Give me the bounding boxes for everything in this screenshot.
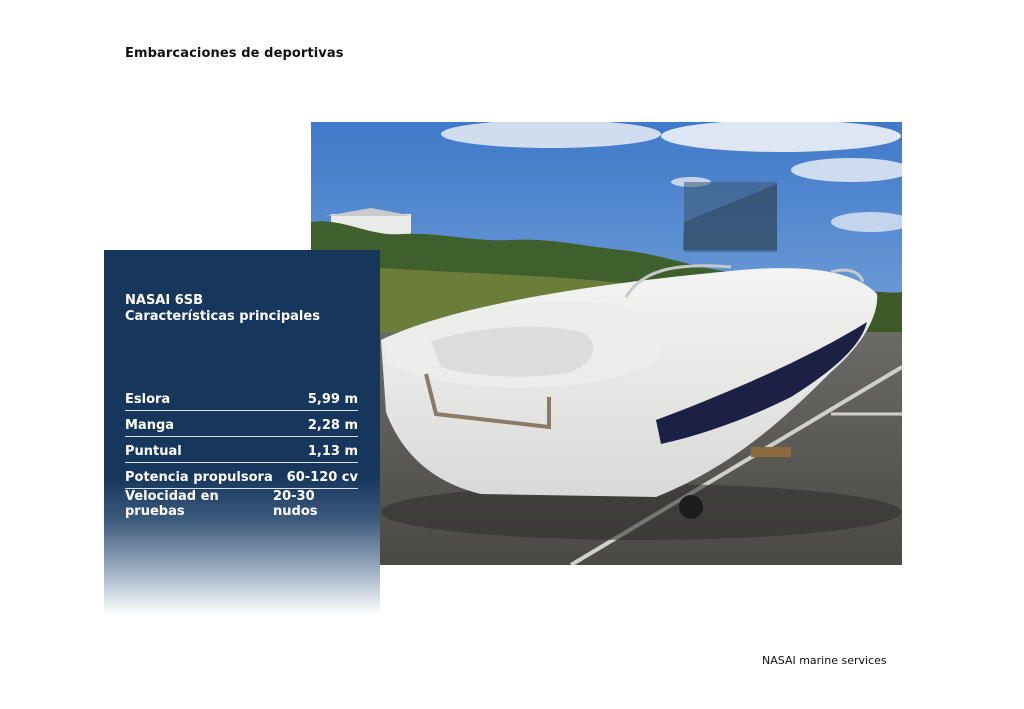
spec-value: 2,28 m: [307, 417, 358, 433]
model-subtitle: Características principales: [125, 309, 320, 324]
spec-label: Eslora: [125, 391, 171, 407]
spec-row-velocidad: [125, 488, 358, 519]
spec-value: 20-30 nudos: [273, 488, 318, 519]
spec-label: Velocidad en pruebas: [125, 488, 219, 519]
spec-value: 1,13 m: [307, 443, 358, 459]
specs-panel: [104, 250, 380, 615]
spec-label: Manga: [125, 417, 175, 433]
section-title: Embarcaciones de deportivas: [125, 46, 344, 61]
spec-list: [125, 386, 358, 519]
spec-value: 60-120 cv: [286, 469, 358, 485]
footer-company: NASAI marine services: [762, 654, 887, 667]
spec-row-potencia: [125, 464, 358, 489]
spec-value: 5,99 m: [307, 391, 358, 407]
spec-row-manga: [125, 412, 358, 437]
spec-label: Potencia propulsora: [125, 469, 273, 485]
spec-row-eslora: [125, 386, 358, 411]
spec-label: Puntual: [125, 443, 182, 459]
model-name: NASAI 6SB: [125, 293, 204, 308]
boat-photo: [311, 122, 902, 565]
spec-row-puntual: [125, 438, 358, 463]
